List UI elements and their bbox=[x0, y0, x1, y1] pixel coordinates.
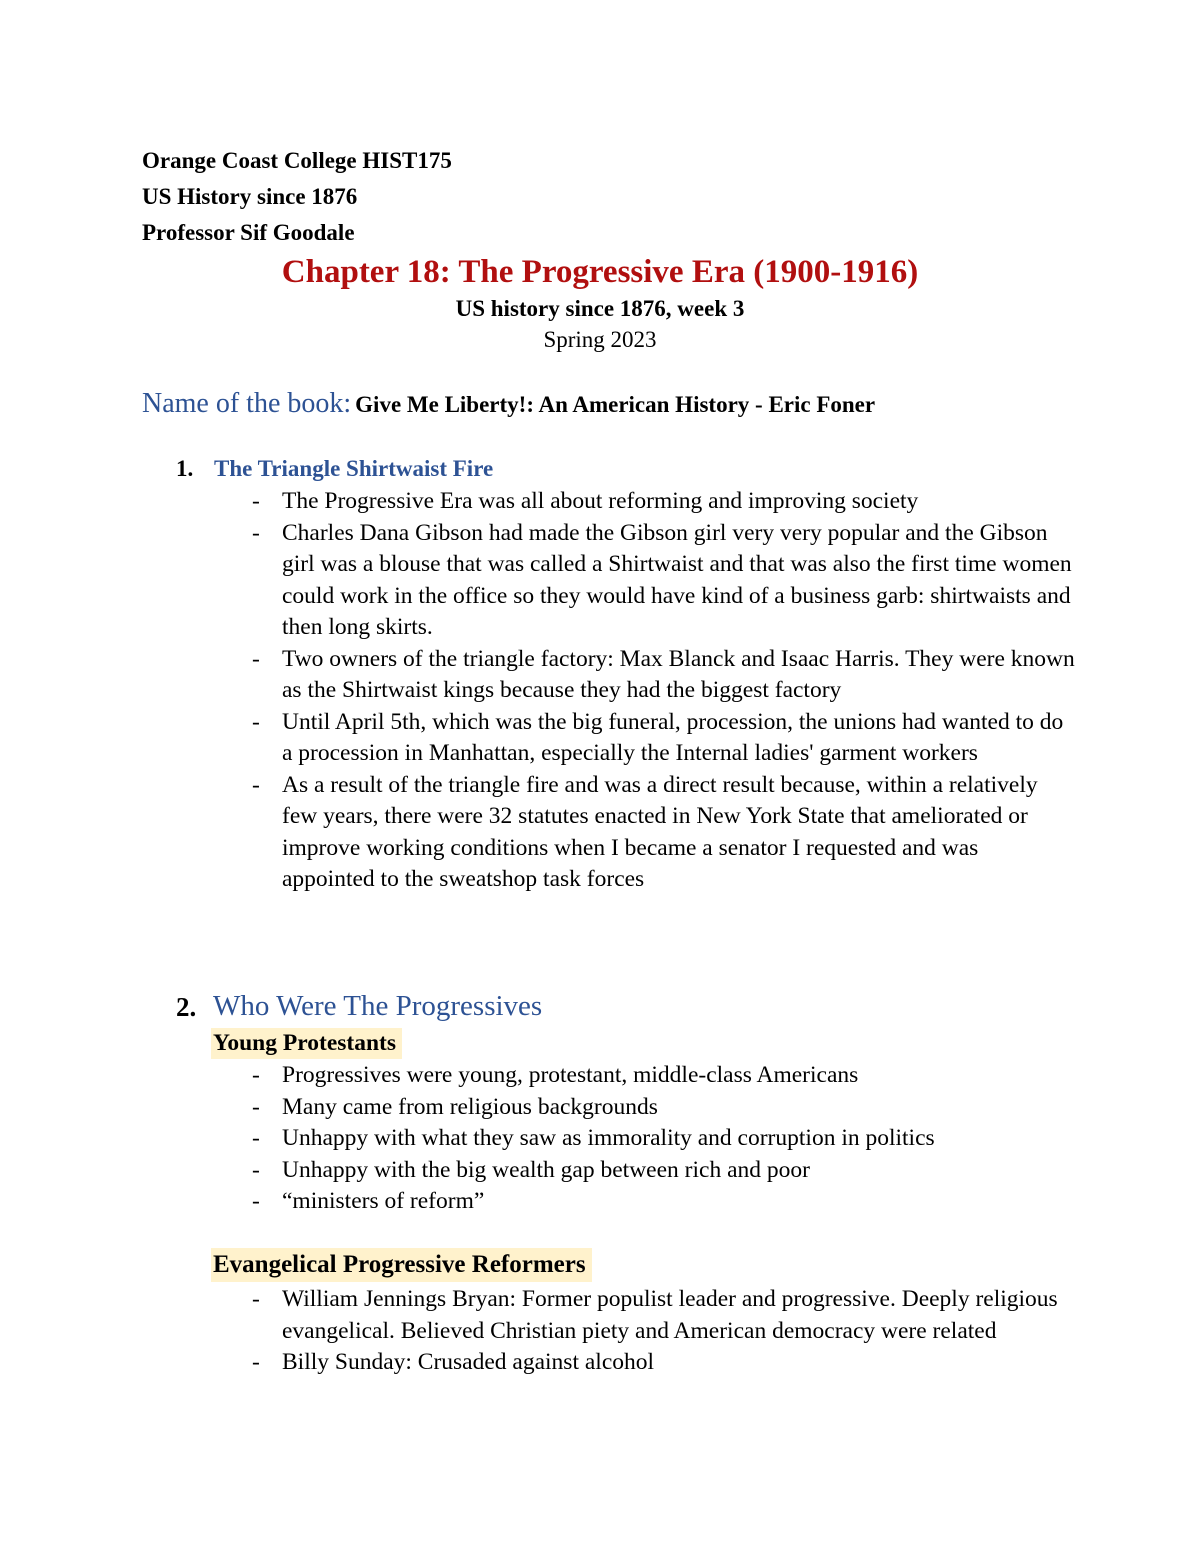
bullet-list bbox=[246, 1284, 1076, 1379]
list-item: - Two owners of the triangle factory: Max Blanck and Isaac Harris. They were known as the Shirtwaist kings because they had the biggest factory bbox=[252, 645, 1075, 703]
chapter-title: Chapter 18: The Progressive Era (1900-1916) bbox=[281, 254, 919, 290]
subheading-young-protestants: Young Protestants bbox=[211, 1028, 402, 1059]
professor-line: Professor Sif Goodale bbox=[142, 220, 355, 245]
section-heading: Who Were The Progressives bbox=[213, 990, 543, 1022]
list-item: - “ministers of reform” bbox=[252, 1188, 485, 1214]
section-number: 2. bbox=[176, 992, 197, 1022]
course-line: US History since 1876 bbox=[142, 184, 358, 209]
bullet-list bbox=[246, 1060, 1076, 1218]
list-item: - Unhappy with what they saw as immorality and corruption in politics bbox=[252, 1125, 935, 1151]
subheading-evangelical-reformers: Evangelical Progressive Reformers bbox=[211, 1248, 592, 1282]
term-label: Spring 2023 bbox=[543, 327, 657, 352]
list-item: - Until April 5th, which was the big funeral, procession, the unions had wanted to do a procession in Manhattan, especially the Internal ladies' garment workers bbox=[252, 708, 1064, 766]
section-heading: The Triangle Shirtwaist Fire bbox=[214, 456, 494, 481]
list-item: - Billy Sunday: Crusaded against alcohol bbox=[252, 1349, 655, 1375]
list-item: - Many came from religious backgrounds bbox=[252, 1093, 658, 1120]
list-item: - Unhappy with the big wealth gap between rich and poor bbox=[252, 1156, 810, 1183]
list-item: - The Progressive Era was all about reforming and improving society bbox=[252, 488, 919, 514]
list-item: - William Jennings Bryan: Former populist leader and progressive. Deeply religious evangelical. Believed Christian piety and American democracy were related bbox=[252, 1286, 1058, 1344]
book-title: Give Me Liberty!: An American History - Eric Foner bbox=[355, 392, 876, 417]
course-header bbox=[142, 143, 452, 251]
list-item: - As a result of the triangle fire and was a direct result because, within a relatively few years, there were 32 statutes enacted in New York State that ameliorated or improve working conditions when I became a senator I requested and was appointed to the sweatshop task forces bbox=[252, 771, 1038, 892]
book-label: Name of the book: bbox=[142, 388, 352, 419]
list-item: - Charles Dana Gibson had made the Gibson girl very very popular and the Gibson girl was a blouse that was called a Shirtwaist and that was also the first time women could work in the office so they would have kind of a business garb: shirtwaists and then long skirts. bbox=[252, 519, 1072, 640]
section-number: 1. bbox=[176, 456, 194, 481]
list-item: - Progressives were young, protestant, middle-class Americans bbox=[252, 1062, 859, 1088]
book-line bbox=[142, 388, 875, 420]
chapter-subtitle: US history since 1876, week 3 bbox=[455, 296, 745, 321]
bullet-list bbox=[246, 486, 1076, 896]
college-line: Orange Coast College HIST175 bbox=[142, 148, 452, 173]
